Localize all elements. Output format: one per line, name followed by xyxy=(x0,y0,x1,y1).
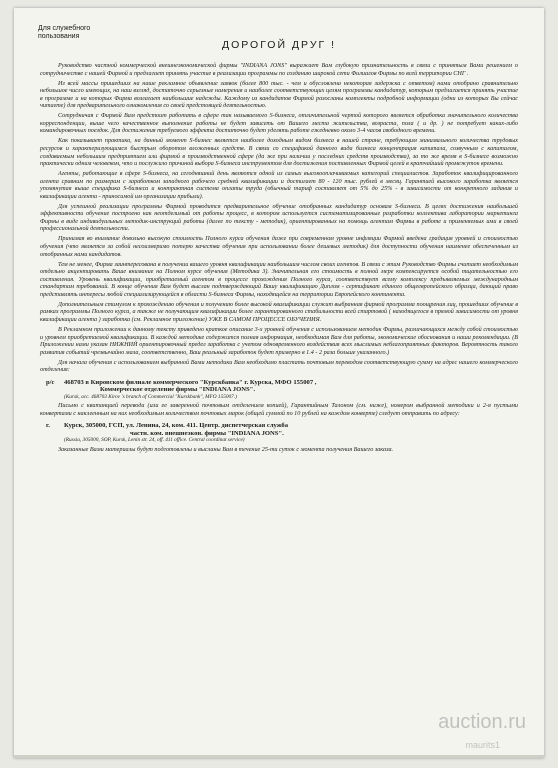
letter-sheet xyxy=(14,8,544,758)
paragraph-cost: Принимая во внимание довольно высокую стоимость Полного курса обучения даже при современном уровне инфляции Фирмой введена градация уровней и стоимостью обучения (что является за собой несоизмеримо потерю качества обучения при использовании более дешевых методик) для доступности обучения наименее обеспеченным из отобранных нами кандидатов. xyxy=(40,236,518,258)
paragraph-full-course: Тем не менее, Фирма заинтересована в получении вашего уровня квалификации наибольшим числом своих агентов. В связи с этим Руководство Фирмы считает необходимым отдельно акцентировать Ваше внимание на Полном курсе обучения (Методика 3). Значительная его стоимость в полной мере компенсируется особой тщательностью его составления. Уровень квалификации, приобретаемый агентом в процессе прохождения Полного курса, соответствует всему комплексу предъявляемых международным стандартам требований. В конце обучения Вам будет выслан подтверждающий Вашу квалификацию Диплом - сертификат единого общеевропейского образца, дающий право представлять интересы любой специализирующейся в области S-бизнеса Фирмы, находящейся на территории Европейского континента. xyxy=(40,261,518,298)
paragraph-letter-instructions: Письмо с квитанцией перевода (или ее заверенной почтовым отделением копией), Гарантийным Талоном (см. ниже), номером выбранной методики и 2-я пустыми конвертами с наклеенным на них необходимым количеством почтовых марок (общей суммой по 10 рублей на каждом конверте) следует отправить по адресу: xyxy=(40,403,518,417)
address-line-2: частн. ком. внешнеэкон. фирмы "INDIANA JONS". xyxy=(130,429,284,437)
account-line-1: 468703 в Кировском филиале коммерческого "Курскбанка" г. Курска, МФО 155007 , xyxy=(64,378,317,386)
account-line-2: Коммерческое отделение фирмы "INDIANA JONS". xyxy=(100,386,255,394)
paragraph-agents: Агенты, работающие в сфере S-бизнеса, на сегодняшний день являются одной из самых высокооплачиваемых категорий специалистов. Заработок квалифицированного агента сравним по размерам с заработком западного рабочего средней квалификации и достигает 80 - 120 тыс. рублей в месяц. Гарантией высокого заработка является упомянутая выше специфика S-бизнеса и контрактная система оплаты труда (обычный тариф составляет от 5% до 25% - в зависимости от конкретного задания и квалификации агента - приносимой им организации прибыли). xyxy=(40,171,518,200)
address-prefix: г. xyxy=(46,422,50,430)
paragraph-practice: Как показывает практика, на данный момент S-бизнес является наиболее доходным видом бизнеса в нашей стране, требующим минимального количества трудовых ресурсов и характеризующимся быстрым оборотом вложенных средств. В связи со спецификой данного вида бизнеса концентрация капитала, созвучным с капиталом, создаваемым небольшим предприятием или фирмой в производственной сфере (да же при наличии у последних средств производства), за то же время в S-бизнесе возможно практически одним человеком, что и послужило причиной выбора S-бизнеса инструментом для достижения поставленных Фирмой целей в кратчайший промежуток времени. xyxy=(40,138,518,168)
account-prefix: р/с xyxy=(46,378,55,386)
address-line-1: Курск, 305000, ГСП, ул. Ленина, 24, ком. 411. Центр. диспетчерская служба xyxy=(64,422,289,430)
paragraph-incentive: Дополнительным стимулом к прохождению обучения и получению более высокой квалификации служит выбранная фирмой программа поощрения лиц, прошедших обучение в рамках программы Полного курса, а также не получающим квалификации более гарантированного стабильности всей стартовой ( находящегося в прямой зависимости от уровня квалификации агента ) заработка (см. Рекламное приложение) УЖЕ В САМОМ ПРОЦЕССЕ ОБУЧЕНИЯ. xyxy=(40,301,518,323)
paragraph-appendix: В Рекламном приложении к данному тексту приведено краткое описание 3-х уровней обучения с использованием методик Фирмы, различающихся между собой стоимостью и уровнем приобретаемой квалификации. В каждой методике содержится полная информация, необходимая Вам для работы, экономические обоснования и наши рекомендации. (В Приложении нами указан НИЖНИЙ ориентировочный предел заработка с учетом одновременного воздействия всех мыслимых неблагоприятных факторов. Вероятность такого развития событий чрезвычайно мала, соответственно, Ваш реальный заработок будет примерно в 1.4 - 2 раза больше указанного.) xyxy=(40,327,518,356)
paragraph-training: Для успешной реализации программы Фирмой проводится предварительное обучение отобранных кандидатур основам S-бизнеса. В целях достижения наибольшей эффективности обучение построено как неотделимый от работы процесс, в котором используется систематизированные разработки коллектива лаборатории маркетинга Фирмы в виде индивидуальных методик-инструкций работы (далее по тексту - методик), ориентированных на помощь агентам Фирмы в работе и применяемых ими в своей профессиональной деятельности. xyxy=(40,203,518,233)
letter-title: ДОРОГОЙ ДРУГ ! xyxy=(221,39,337,51)
paragraph-payment: Для начала обучения с использованием выбранной Вами методики Вам необходимо пластать почтовым переводом соответствующую сумму на адрес нашего коммерческого отделения: xyxy=(40,359,518,374)
paragraph-closing: Заказанные Вами материалы будут подготовлены и высланы Вам в течение 25-ти суток с момента получения Вашего заказа. xyxy=(58,446,394,453)
account-line-3: (Kursk, асс. 468703 Kirov 's branch of Commercial "Kurskbank", MFO 155007.) xyxy=(64,393,237,400)
official-use-stamp: Для служебного пользования xyxy=(38,25,91,40)
letter-body xyxy=(40,63,518,457)
address-line-3: (Russia, 305000, SOP, Kursk, Lenin str. 24, off. 411 office. Central coordinat service) xyxy=(64,437,245,444)
bank-account-block xyxy=(40,379,518,400)
postal-address-block xyxy=(40,422,518,443)
paragraph-s-business: Сотрудничая с Фирмой Вам предстоит работать в сфере так называемого S-бизнеса, отличительной чертой которого является обработка значительного количества корреспонденции, выше чего качественное выполнение работы не будет зависеть от Вашего места жительства, возраста, пола ( и др. ) не потребует каких-либо командировочных поездок. Для достижения требуемого эффекта достаточно будет уделять работе ежедневно около 3-4 часов свободного времени. xyxy=(40,113,518,135)
paragraph-intro: Руководство частной коммерческой внешнеэкономической фирмы "INDIANA JONS" выражает Вам глубокую признательность в связи с принятым Вами решением о сотрудничестве с нашей Фирмой и предлагает принять участие в реализации программы по созданию широкой сети Филиалов Фирмы по всей территории СНГ . xyxy=(40,63,518,77)
paragraph-selection: Из всей массы пришедших на наше рекламное объявление заявок (более 800 тыс. - чем и обусловлена некоторая задержка с ответом) нами отобрано сравнительно небольшое число имеющих, на наш взгляд, достаточно серьезные намерения и наиболее соответствующих целям программы кандидатур, которым предлагается принять участие в программе и на которых Фирма возлагает наибольшие надежды. Каждому из кандидатов Фирмой разосланы комплекты подробной информации (одни из которых Вы сейчас читаете) для предварительного ознакомления со своей предстоящей деятельностью. xyxy=(40,80,518,110)
watermark-user: maurits1 xyxy=(465,740,500,750)
watermark-site: auction.ru xyxy=(438,711,526,733)
